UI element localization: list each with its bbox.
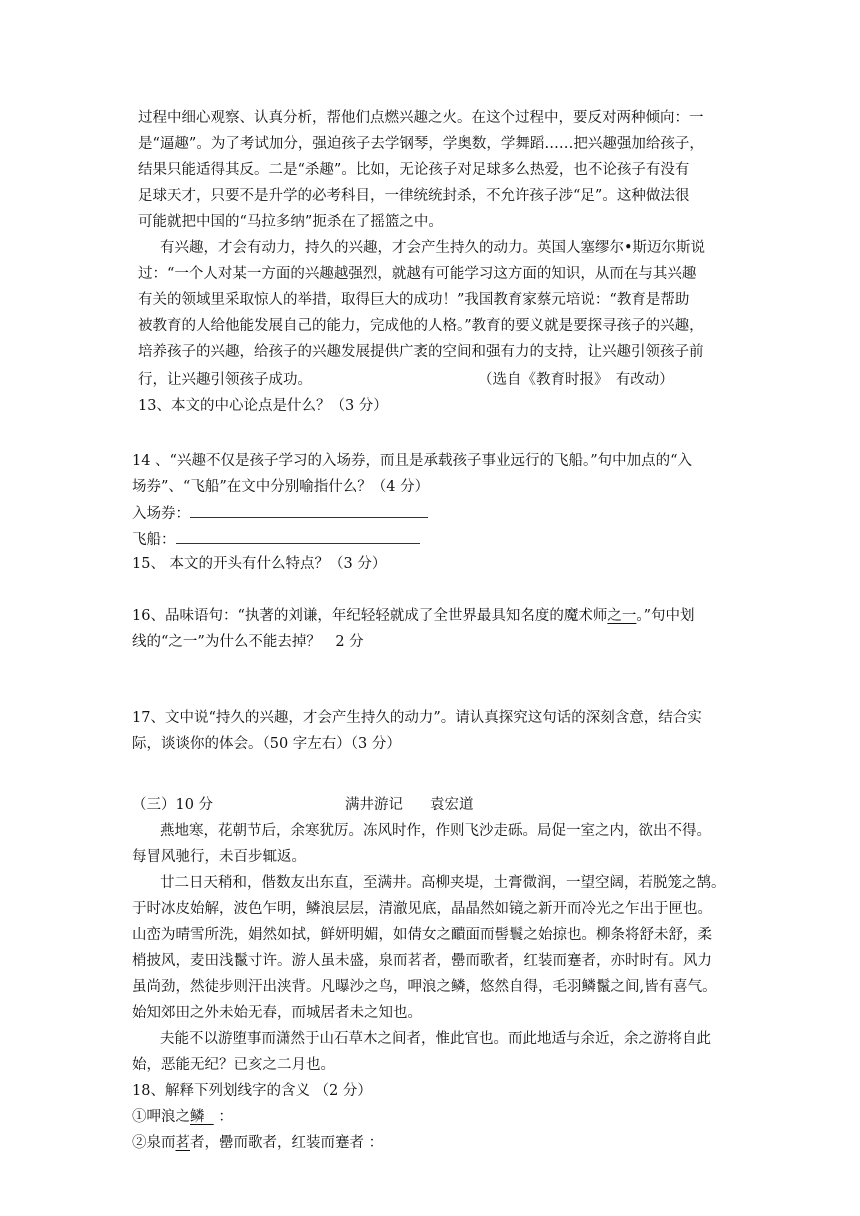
question-14: 14 、“兴趣不仅是孩子学习的入场券，而且是承载孩子事业远行的飞船。”句中加点的“入: [132, 453, 693, 469]
classical-line: 山峦为晴雪所洗，娟然如拭，鲜妍明媚，如倩女之靧面而髻鬟之始掠也。柳条将舒未舒，柔: [132, 927, 712, 943]
underlined-char: 鳞: [190, 1109, 205, 1125]
passage-line: 有兴趣，才会有动力，持久的兴趣，才会产生持久的动力。英国人塞缪尔•斯迈尔斯说: [160, 240, 706, 256]
question-18-item-2: [132, 1133, 383, 1153]
question-14: 场券”、“飞船”在文中分别喻指什么？（4 分）: [132, 479, 430, 495]
question-17: 17、文中说“持久的兴趣，才会产生持久的动力”。请认真探究这句话的深刻含意，结合实: [132, 710, 702, 726]
section-author: 袁宏道: [430, 797, 474, 813]
classical-line: 虽尚劲，然徒步则汗出浃背。凡曝沙之鸟，呷浪之鳞，悠然自得，毛羽鳞鬣之间,皆有喜气。: [132, 979, 717, 995]
classical-line: 始知郊田之外未始无春，而城居者未之知也。: [132, 1005, 422, 1021]
answer-line-ticket: [132, 503, 428, 524]
passage-line: 有关的领域里采取惊人的举措，取得巨大的成功！”我国教育家蔡元培说：“教育是帮助: [138, 292, 690, 308]
question-15: 15、 本文的开头有什么特点？（3 分）: [132, 556, 387, 572]
passage-line: 是“逼趣”。为了考试加分，强迫孩子去学钢琴，学奥数，学舞蹈……把兴趣强加给孩子，: [138, 136, 704, 152]
passage-line: 过：“一个人对某一方面的兴趣越强烈，就越有可能学习这方面的知识，从而在与其兴趣: [138, 266, 697, 282]
underlined-phrase: 之一: [607, 608, 637, 624]
answer-blank[interactable]: [176, 529, 420, 544]
classical-line: 夫能不以游堕事而潇然于山石草木之间者，惟此官也。而此地适与余近，余之游将自此: [160, 1031, 711, 1047]
q16-text: 。”句中划: [636, 608, 695, 624]
question-13: 13、本文的中心论点是什么？（3 分）: [138, 398, 388, 414]
source-citation: （选自《教育时报》 有改动）: [478, 372, 674, 388]
passage-line: 足球天才，只要不是升学的必考科目，一律统统封杀，不允许孩子涉“足”。这种做法很: [138, 188, 690, 204]
underline-pad: [205, 1109, 214, 1125]
passage-line: 被教育的人给他能发展自己的能力，完成他的人格。”教育的要义就是要探寻孩子的兴趣，: [138, 318, 704, 334]
q18-text: ：: [213, 1109, 233, 1125]
classical-line: 廿二日天稍和，偕数友出东直，至满井。高柳夹堤，土膏微润，一望空阔，若脱笼之鹄。: [160, 875, 726, 891]
passage-line: 结果只能适得其反。二是“杀趣”。比如，无论孩子对足球多么热爱，也不论孩子有没有: [138, 162, 690, 178]
question-18-item-1: [132, 1107, 233, 1127]
question-18: 18、解释下列划线字的含义 （2 分）: [132, 1083, 372, 1099]
passage-line: 培养孩子的兴趣，给孩子的兴趣发展提供广袤的空间和强有力的支持，让兴趣引领孩子前: [138, 344, 704, 360]
question-17: 际，谈谈你的体会。（50 字左右）（3 分）: [132, 736, 401, 752]
answer-label: 入场券：: [132, 506, 190, 522]
q18-text: 者，罍而歌者，红装而蹇者 ：: [190, 1135, 384, 1151]
section-title: 满井游记: [345, 797, 403, 813]
classical-line: 于时冰皮始解，波色乍明，鳞浪层层，清澈见底，晶晶然如镜之新开而冷光之乍出于匣也。: [132, 901, 712, 917]
answer-blank[interactable]: [190, 503, 428, 518]
classical-line: 燕地寒，花朝节后，余寒犹厉。冻风时作，作则飞沙走砾。局促一室之内，欲出不得。: [160, 823, 711, 839]
underlined-char: 茗: [175, 1135, 190, 1151]
answer-label: 飞船：: [132, 532, 176, 548]
question-16: 线的“之一”为什么不能去掉？ 2 分: [132, 634, 364, 650]
q18-text: ①呷浪之: [132, 1109, 190, 1125]
passage-line: 可能就把中国的“马拉多纳”扼杀在了摇篮之中。: [138, 214, 443, 230]
classical-line: 每冒风驰行，未百步辄返。: [132, 849, 306, 865]
classical-line: 梢披风，麦田浅鬣寸许。游人虽未盛，泉而茗者，罍而歌者，红装而蹇者，亦时时有。风力: [132, 953, 712, 969]
passage-line: 行，让兴趣引领孩子成功。: [138, 372, 312, 388]
q16-text: 16、品味语句：“执著的刘谦，年纪轻轻就成了全世界最具知名度的魔术师: [132, 608, 608, 624]
answer-line-ship: [132, 529, 420, 550]
classical-line: 始，恶能无纪？已亥之二月也。: [132, 1057, 335, 1073]
section-label: （三）10 分: [132, 797, 214, 813]
question-16: [132, 606, 695, 626]
q18-text: ②泉而: [132, 1135, 176, 1151]
passage-line: 过程中细心观察、认真分析，帮他们点燃兴趣之火。在这个过程中，要反对两种倾向：一: [138, 110, 704, 126]
